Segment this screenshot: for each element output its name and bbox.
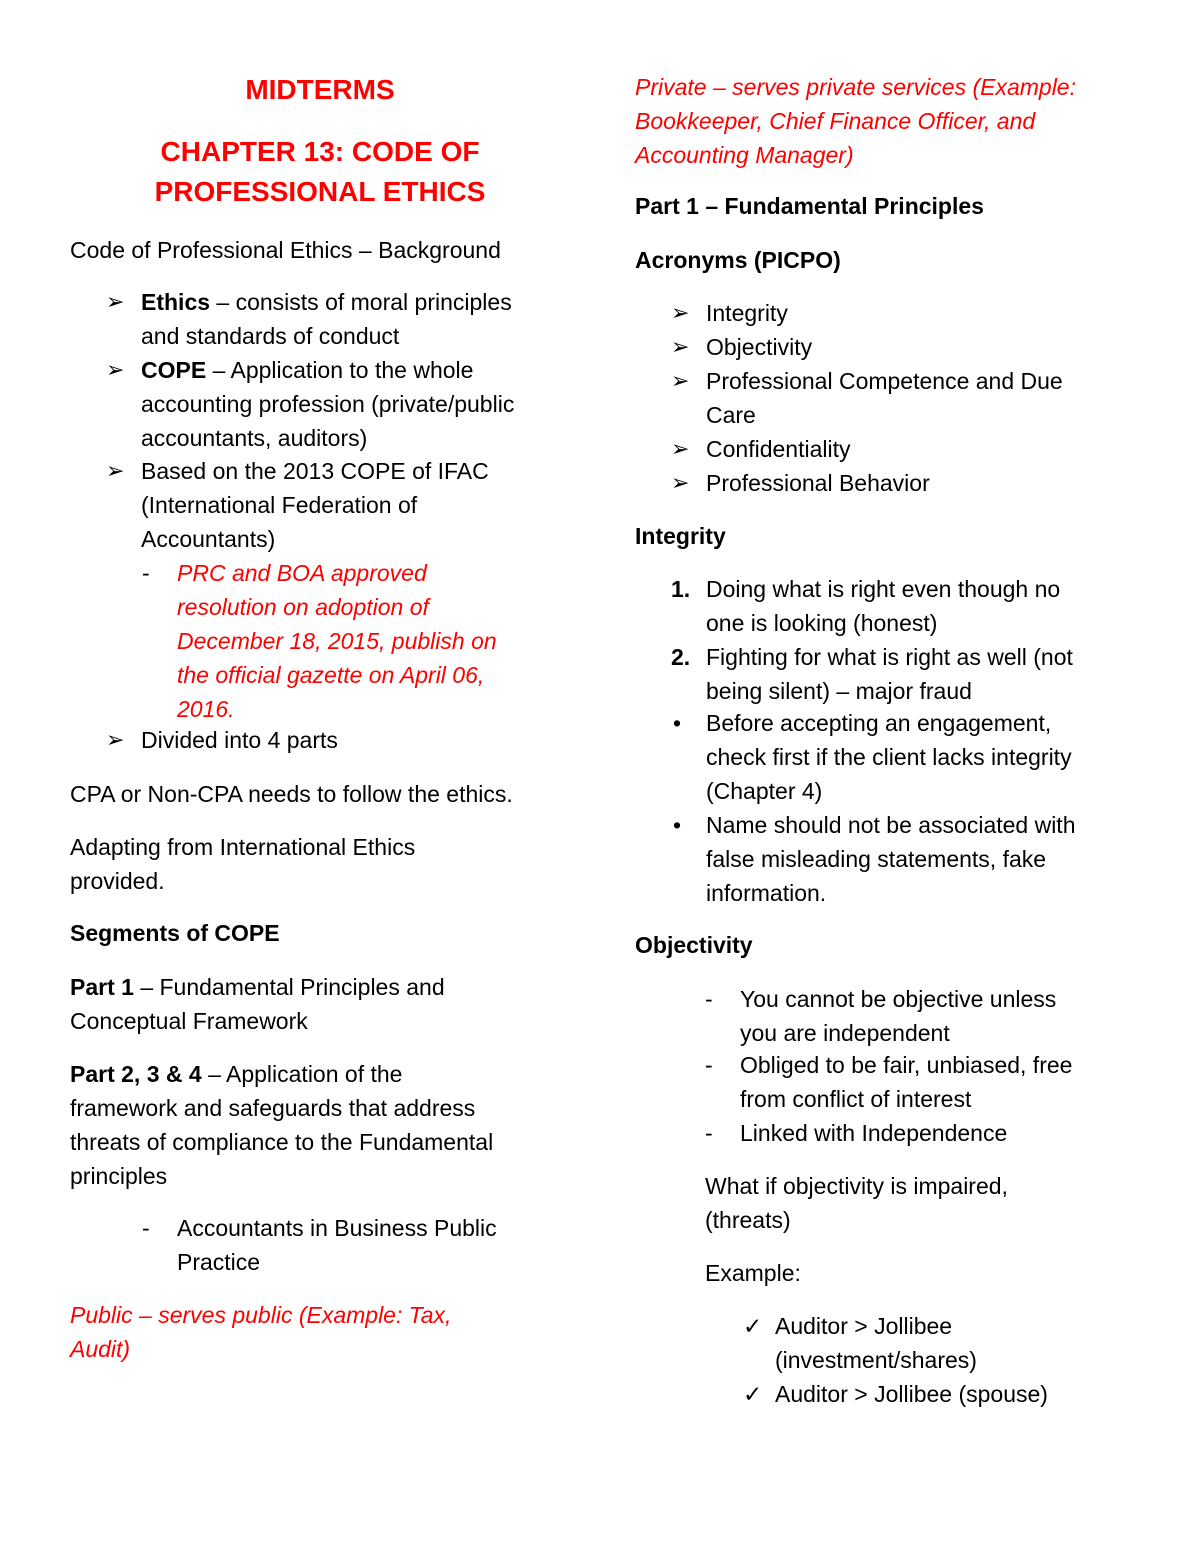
private-line2: Bookkeeper, Chief Finance Officer, and (635, 108, 1036, 134)
int4-line3: information. (706, 880, 827, 906)
list-item (705, 1116, 1155, 1150)
list-item (705, 982, 1155, 1048)
background-heading: Code of Professional Ethics – Background (70, 237, 501, 263)
number-marker: 1. (671, 576, 691, 602)
picpo-confidentiality: Confidentiality (706, 436, 851, 462)
part1-line1: – Fundamental Principles and (133, 974, 445, 1000)
bullet-cope (106, 353, 576, 455)
adapting-paragraph (70, 830, 570, 898)
arrow-bullet-icon: ➢ (106, 458, 125, 483)
list-item (705, 1048, 1155, 1116)
int2-line2: being silent) – major fraud (706, 678, 972, 704)
ethics-definition-line2: and standards of conduct (141, 323, 400, 349)
accountants-line1: Accountants in Business Public (177, 1215, 497, 1241)
picpo-list (671, 296, 1151, 500)
list-item (671, 432, 1151, 466)
dash-marker: - (705, 986, 713, 1012)
bullet-ethics (106, 285, 576, 353)
ifac-line1: Based on the 2013 COPE of IFAC (141, 458, 489, 484)
chapter-title-line1: CHAPTER 13: CODE OF (160, 136, 480, 167)
obj2-line2: from conflict of interest (740, 1086, 972, 1112)
part234-line4: principles (70, 1163, 168, 1189)
integrity-list (671, 572, 1161, 910)
private-line3: Accounting Manager) (635, 142, 854, 168)
int4-line2: false misleading statements, fake (706, 846, 1047, 872)
cope-definition-line2: accounting profession (private/public (141, 391, 515, 417)
list-item (743, 1377, 1163, 1411)
list-item (671, 296, 1151, 330)
ethics-term: Ethics (141, 289, 211, 315)
public-line1: Public – serves public (Example: Tax, (70, 1302, 452, 1328)
int1-line1: Doing what is right even though no (706, 576, 1061, 602)
page-title: MIDTERMS (245, 74, 395, 105)
prc-line4: the official gazette on April 06, (177, 662, 485, 688)
example-list (743, 1309, 1163, 1411)
list-item (743, 1309, 1163, 1377)
public-note (70, 1298, 570, 1366)
prc-line2: resolution on adoption of (177, 594, 429, 620)
bullet-ifac (106, 454, 576, 556)
arrow-bullet-icon: ➢ (106, 289, 125, 314)
bullet-icon: • (673, 812, 682, 838)
checkmark-icon: ✓ (743, 1313, 763, 1339)
list-item (671, 808, 1161, 910)
obj2-line1: Obliged to be fair, unbiased, free (740, 1052, 1073, 1078)
part234-paragraph (70, 1057, 580, 1193)
cope-definition-line3: accountants, auditors) (141, 425, 368, 451)
arrow-bullet-icon: ➢ (106, 357, 125, 382)
dash-marker: - (705, 1052, 713, 1078)
list-item (671, 706, 1161, 808)
arrow-bullet-icon: ➢ (671, 368, 690, 393)
obj3-line1: Linked with Independence (740, 1120, 1008, 1146)
picpo-competence-line2: Care (706, 402, 756, 428)
chapter-title-line2: PROFESSIONAL ETHICS (154, 176, 486, 207)
checkmark-icon: ✓ (743, 1381, 763, 1407)
cope-term: COPE (141, 357, 207, 383)
acronyms-heading: Acronyms (PICPO) (635, 247, 841, 273)
number-marker: 2. (671, 644, 691, 670)
integrity-heading: Integrity (635, 523, 726, 549)
part1-label: Part 1 (70, 974, 134, 1000)
cope-definition-line1: – Application to the whole (206, 357, 474, 383)
obj1-line1: You cannot be objective unless (740, 986, 1057, 1012)
prc-line1: PRC and BOA approved (177, 560, 427, 586)
ifac-line2: (International Federation of (141, 492, 418, 518)
chapter-title (70, 132, 570, 212)
int3-line3: (Chapter 4) (706, 778, 823, 804)
list-item (671, 572, 1161, 640)
int4-line1: Name should not be associated with (706, 812, 1076, 838)
objectivity-heading: Objectivity (635, 932, 753, 958)
list-item (671, 330, 1151, 364)
private-note (635, 70, 1155, 172)
part234-line2: framework and safeguards that address (70, 1095, 476, 1121)
part234-line3: threats of compliance to the Fundamental (70, 1129, 494, 1155)
ex1-line1: Auditor > Jollibee (775, 1313, 953, 1339)
cpa-line: CPA or Non-CPA needs to follow the ethics. (70, 781, 513, 807)
picpo-behavior: Professional Behavior (706, 470, 930, 496)
part1-line2: Conceptual Framework (70, 1008, 308, 1034)
picpo-objectivity: Objectivity (706, 334, 813, 360)
bullet-parts (106, 723, 576, 757)
int1-line2: one is looking (honest) (706, 610, 938, 636)
dash-marker: - (705, 1120, 713, 1146)
adapting-line2: provided. (70, 868, 165, 894)
prc-line3: December 18, 2015, publish on (177, 628, 497, 654)
segments-heading: Segments of COPE (70, 920, 280, 946)
list-item (671, 640, 1161, 706)
int3-line2: check first if the client lacks integrity (706, 744, 1072, 770)
part234-line1: – Application of the (201, 1061, 403, 1087)
ifac-line3: Accountants) (141, 526, 276, 552)
ex1-line2: (investment/shares) (775, 1347, 977, 1373)
accountants-line2: Practice (177, 1249, 261, 1275)
parts-text: Divided into 4 parts (141, 727, 338, 753)
arrow-bullet-icon: ➢ (671, 470, 690, 495)
impaired-paragraph (705, 1169, 1155, 1237)
dash-marker: - (142, 560, 150, 586)
bullet-icon: • (673, 710, 682, 736)
part1-heading: Part 1 – Fundamental Principles (635, 193, 984, 219)
arrow-bullet-icon: ➢ (106, 727, 125, 752)
impaired-line2: (threats) (705, 1207, 791, 1233)
list-item (671, 364, 1151, 432)
picpo-integrity: Integrity (706, 300, 788, 326)
public-line2: Audit) (70, 1336, 131, 1362)
objectivity-list (705, 982, 1155, 1150)
private-line1: Private – serves private services (Example: (635, 74, 1076, 100)
picpo-competence-line1: Professional Competence and Due (706, 368, 1063, 394)
adapting-line1: Adapting from International Ethics (70, 834, 416, 860)
ethics-definition-line1: – consists of moral principles (210, 289, 512, 315)
list-item (671, 466, 1151, 500)
prc-boa-note (142, 556, 582, 726)
prc-line5: 2016. (177, 696, 235, 722)
part234-label: Part 2, 3 & 4 (70, 1061, 202, 1087)
impaired-line1: What if objectivity is impaired, (705, 1173, 1008, 1199)
int3-line1: Before accepting an engagement, (706, 710, 1052, 736)
int2-line1: Fighting for what is right as well (not (706, 644, 1073, 670)
arrow-bullet-icon: ➢ (671, 300, 690, 325)
obj1-line2: you are independent (740, 1020, 950, 1046)
accountants-item (142, 1211, 582, 1279)
dash-marker: - (142, 1215, 150, 1241)
part1-paragraph (70, 970, 570, 1038)
arrow-bullet-icon: ➢ (671, 334, 690, 359)
arrow-bullet-icon: ➢ (671, 436, 690, 461)
ex2-line1: Auditor > Jollibee (spouse) (775, 1381, 1048, 1407)
example-label: Example: (705, 1260, 801, 1286)
